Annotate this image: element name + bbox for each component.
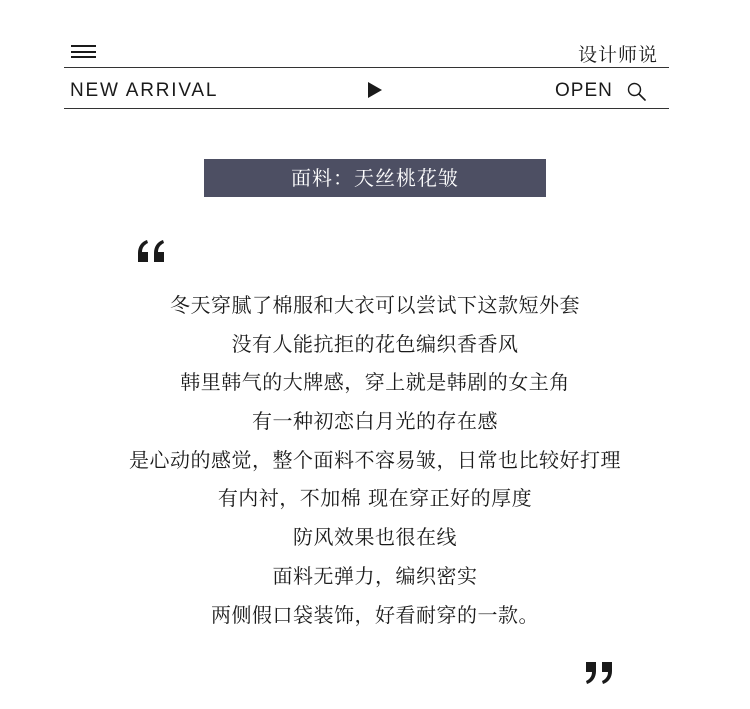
search-icon[interactable] xyxy=(627,82,646,101)
fabric-banner: 面料：天丝桃花皱 xyxy=(204,159,546,197)
quote-line: 有内衬，不加棉 现在穿正好的厚度 xyxy=(217,486,533,511)
quote-line: 是心动的感觉，整个面料不容易皱，日常也比较好打理 xyxy=(129,447,621,472)
quote-line: 面料无弹力，编织密实 xyxy=(272,563,478,588)
quote-line: 有一种初恋白月光的存在感 xyxy=(252,409,498,434)
designer-says-title: 设计师说 xyxy=(577,44,658,66)
new-arrival-label: NEW ARRIVAL xyxy=(70,80,219,101)
quote-line: 韩里韩气的大牌感，穿上就是韩剧的女主角 xyxy=(180,370,570,395)
quote-line: 防风效果也很在线 xyxy=(293,525,457,550)
header-divider-top xyxy=(64,67,669,68)
quote-open-icon xyxy=(136,238,168,264)
open-button[interactable]: OPEN xyxy=(555,80,613,101)
quote-line: 两侧假口袋装饰，好看耐穿的一款。 xyxy=(211,602,539,627)
description-quote xyxy=(75,286,675,634)
header-divider-bottom xyxy=(64,108,669,109)
quote-close-icon xyxy=(582,660,614,686)
hamburger-menu-icon[interactable] xyxy=(71,45,96,59)
play-icon[interactable] xyxy=(368,82,382,98)
quote-line: 冬天穿腻了棉服和大衣可以尝试下这款短外套 xyxy=(170,293,580,317)
quote-line: 没有人能抗拒的花色编织香香风 xyxy=(231,331,519,356)
